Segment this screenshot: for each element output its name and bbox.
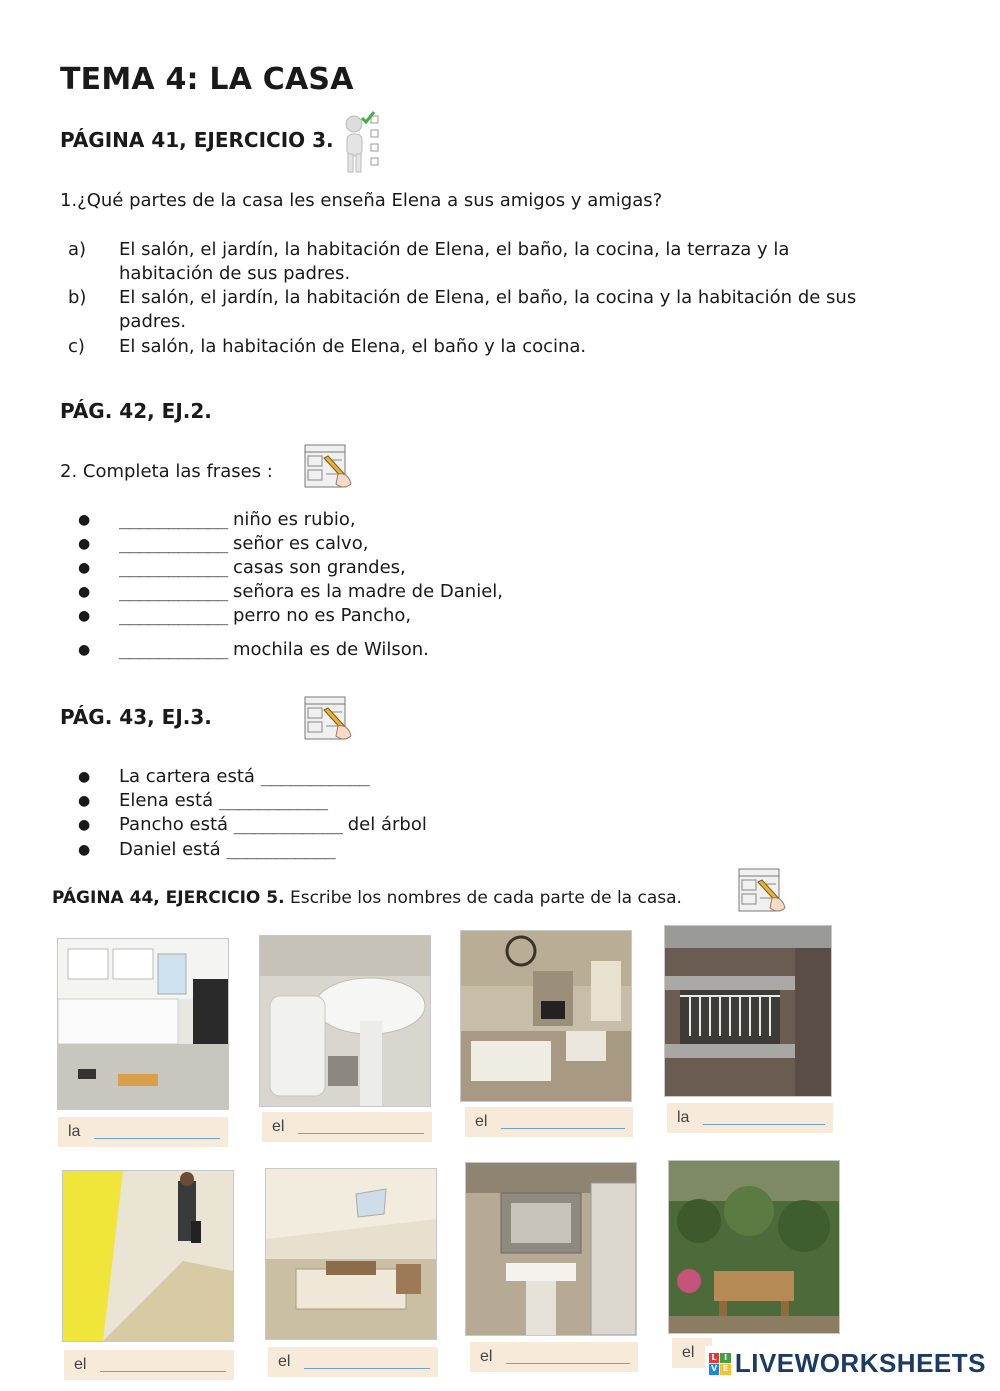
option-b-cont — [0, 310, 1000, 334]
bullet: ● — [78, 536, 91, 552]
article-text: el — [74, 1356, 87, 1373]
answer-blank[interactable]: ___________ — [119, 509, 228, 530]
option-letter: c) — [68, 336, 85, 357]
answer-label[interactable] — [58, 1117, 228, 1147]
sentence-text: mochila es de Wilson. — [227, 639, 429, 660]
option-a-cont — [0, 262, 1000, 286]
fill-item — [0, 580, 1000, 604]
answer-label[interactable] — [268, 1347, 438, 1377]
bullet: ● — [78, 817, 91, 833]
brand-text: LIVEWORKSHEETS — [734, 1348, 986, 1378]
writing-icon — [304, 444, 354, 490]
option-b — [0, 286, 1000, 310]
bullet: ● — [78, 608, 91, 624]
option-text: El salón, la habitación de Elena, el baño y la cocina. — [119, 336, 587, 357]
option-letter: a) — [68, 239, 87, 260]
writing-icon — [738, 868, 788, 914]
answer-label[interactable] — [262, 1112, 432, 1142]
option-c — [0, 335, 1000, 359]
answer-blank[interactable]: ___________ — [119, 581, 228, 602]
section-4-header — [52, 888, 682, 908]
location-item — [0, 765, 1000, 789]
hallway-photo — [62, 1170, 234, 1342]
article-text: el — [278, 1353, 291, 1370]
article-text: el — [475, 1113, 488, 1130]
answer-blank[interactable]: ___________ — [260, 766, 369, 787]
bedroom-photo — [265, 1168, 437, 1340]
sentence-text: perro no es Pancho, — [227, 605, 412, 626]
sentence-text: niño es rubio, — [227, 509, 356, 530]
balcony-photo — [664, 925, 832, 1097]
sentence-text: del árbol — [342, 814, 427, 835]
fill-item — [0, 638, 1000, 662]
toilet-sink-photo — [259, 935, 431, 1107]
sentence-text: Pancho está — [119, 814, 234, 835]
fill-item — [0, 556, 1000, 580]
bullet: ● — [78, 642, 91, 658]
fill-item — [0, 604, 1000, 628]
article-text: el — [682, 1344, 695, 1361]
answer-blank[interactable]: ___________ — [226, 839, 335, 860]
page-title: TEMA 4: LA CASA — [60, 62, 354, 97]
bullet: ● — [78, 560, 91, 576]
sentence-text: señor es calvo, — [227, 533, 369, 554]
sentence-text: señora es la madre de Daniel, — [227, 581, 504, 602]
option-letter: b) — [68, 287, 87, 308]
location-item — [0, 789, 1000, 813]
sentence-text: Elena está — [119, 790, 219, 811]
sentence-text: Daniel está — [119, 839, 227, 860]
logo-badge-icon: L I V E — [709, 1353, 731, 1375]
section-2-heading: PÁG. 42, EJ.2. — [60, 399, 212, 423]
sentence-text: casas son grandes, — [227, 557, 406, 578]
answer-label[interactable] — [64, 1350, 234, 1380]
section-4-heading: PÁGINA 44, EJERCICIO 5. — [52, 888, 285, 908]
answer-blank[interactable]: ___________ — [119, 557, 228, 578]
answer-blank[interactable]: ___________ — [218, 790, 328, 811]
checklist-person-icon — [338, 110, 388, 176]
sentence-text: La cartera está — [119, 766, 261, 787]
location-item — [0, 838, 1000, 862]
article-text: el — [272, 1118, 285, 1135]
section-3-heading: PÁG. 43, EJ.3. — [60, 705, 212, 729]
section-1-heading: PÁGINA 41, EJERCICIO 3. — [60, 128, 334, 152]
article-text: el — [480, 1348, 493, 1365]
bullet: ● — [78, 584, 91, 600]
option-text-cont: padres. — [119, 311, 187, 332]
section-4-instruction: Escribe los nombres de cada parte de la casa. — [284, 888, 682, 908]
fill-item — [0, 508, 1000, 532]
option-text-cont: habitación de sus padres. — [119, 263, 351, 284]
option-text: El salón, el jardín, la habitación de Elena, el baño, la cocina y la habitación de sus — [119, 287, 857, 308]
question-1: 1.¿Qué partes de la casa les enseña Elena a sus amigos y amigas? — [60, 190, 663, 211]
answer-blank[interactable]: ___________ — [233, 814, 343, 835]
option-a — [0, 238, 1000, 262]
answer-label[interactable] — [470, 1342, 638, 1372]
bullet: ● — [78, 793, 91, 809]
fill-item — [0, 532, 1000, 556]
completa-instruction: 2. Completa las frases : — [60, 461, 273, 482]
bullet: ● — [78, 769, 91, 785]
bullet: ● — [78, 512, 91, 528]
answer-blank[interactable]: ___________ — [119, 533, 228, 554]
kitchen-photo — [57, 938, 229, 1110]
answer-blank[interactable]: ___________ — [119, 605, 228, 626]
bullet: ● — [78, 842, 91, 858]
answer-label[interactable] — [465, 1107, 633, 1137]
article-text: la — [68, 1123, 81, 1140]
option-text: El salón, el jardín, la habitación de Elena, el baño, la cocina, la terraza y la — [119, 239, 790, 260]
bathroom-photo — [465, 1162, 637, 1336]
liveworksheets-logo — [705, 1346, 990, 1381]
living-room-photo — [460, 930, 632, 1102]
answer-label[interactable] — [667, 1103, 833, 1133]
answer-blank[interactable]: ___________ — [119, 639, 228, 660]
location-item — [0, 813, 1000, 837]
article-text: la — [677, 1109, 690, 1126]
garden-photo — [668, 1160, 840, 1334]
writing-icon — [304, 696, 354, 742]
